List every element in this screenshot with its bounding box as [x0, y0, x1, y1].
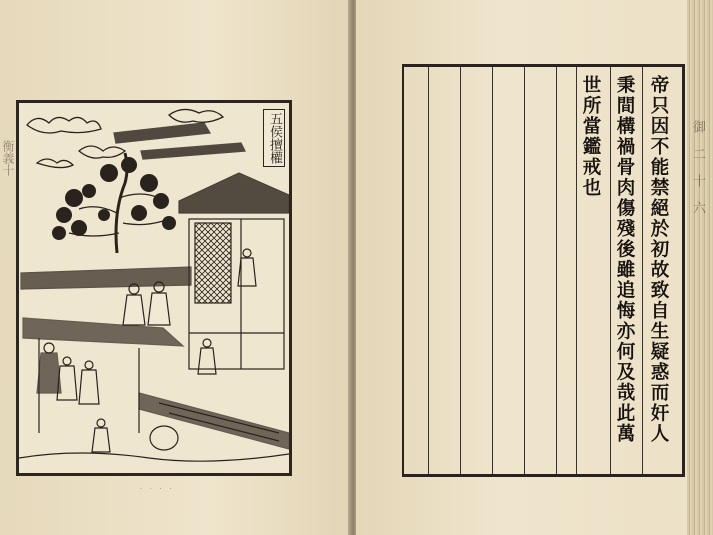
column-rule — [610, 67, 611, 474]
text-column-3: 世所當鑑戒也 — [580, 75, 601, 198]
illustration-caption-box — [263, 109, 285, 167]
text-column-1: 帝只因不能禁絕於初故致自生疑惑而奸人 — [648, 75, 669, 444]
column-rule — [524, 67, 525, 474]
text-column-frame — [402, 64, 685, 477]
column-rule — [556, 67, 557, 474]
column-rule — [460, 67, 461, 474]
illustration-drawing — [19, 103, 289, 473]
next-leaf-fragment: 御二十六 — [690, 120, 705, 228]
text-column-2: 秉間構禍骨肉傷殘後雖追悔亦何及哉此萬 — [614, 75, 635, 444]
column-rule — [428, 67, 429, 474]
left-page — [0, 0, 350, 535]
print-specks: · · · · — [140, 486, 175, 493]
column-rule — [642, 67, 643, 474]
illustration-caption: 五侯擅權 — [267, 112, 282, 164]
previous-leaf-fragment: 衡義十 — [1, 140, 15, 176]
column-rule — [576, 67, 577, 474]
column-rule — [492, 67, 493, 474]
woodblock-illustration — [16, 100, 292, 476]
page-stack-edge — [687, 0, 713, 535]
